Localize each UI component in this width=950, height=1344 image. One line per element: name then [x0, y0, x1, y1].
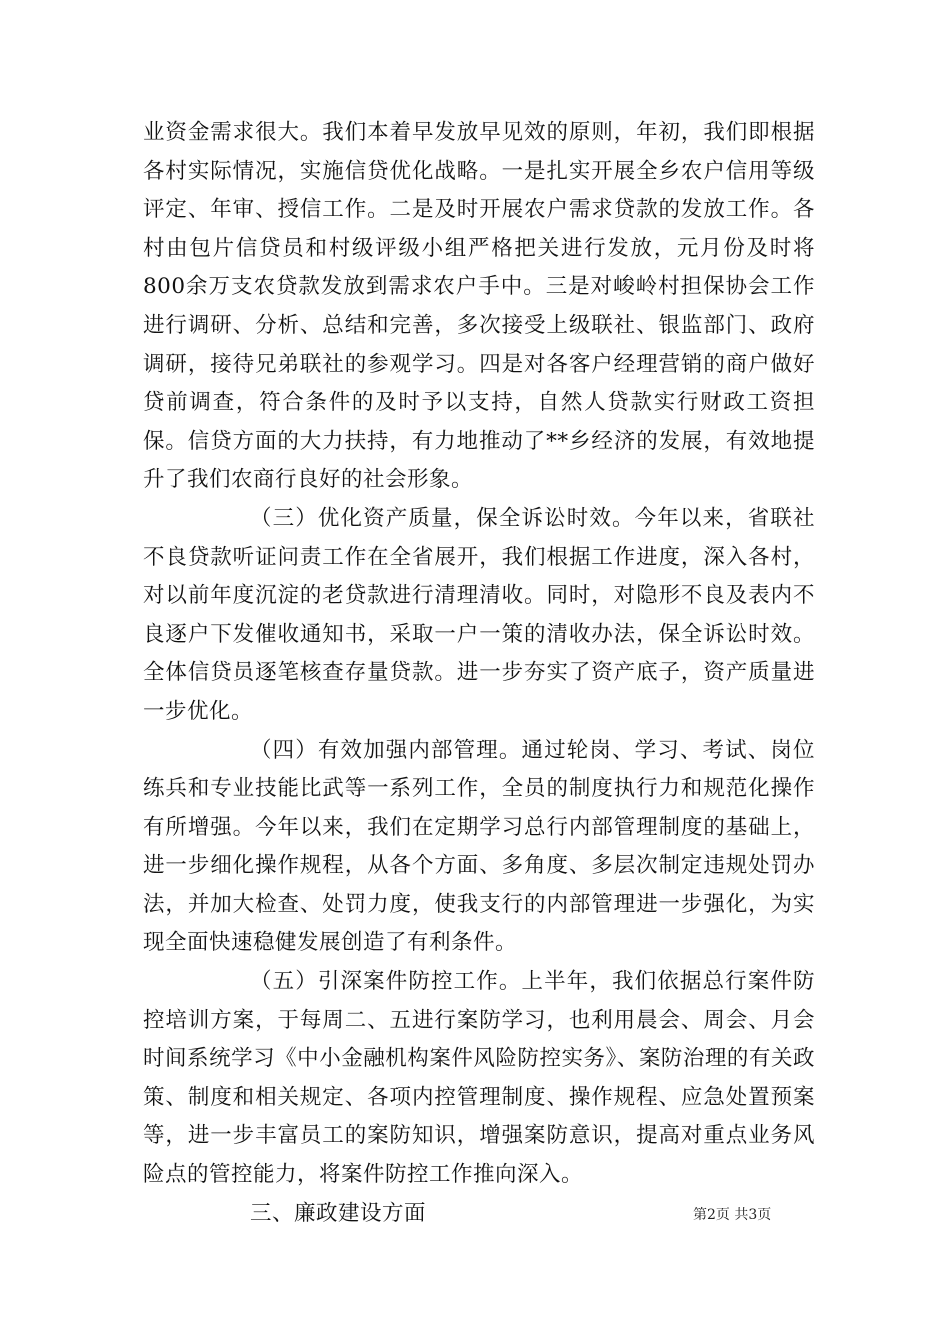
section-heading: 三、廉政建设方面	[250, 1200, 427, 1226]
document-body	[143, 114, 815, 1233]
paragraph-credit-support: 业资金需求很大。我们本着早发放早见效的原则，年初，我们即根据各村实际情况，实施信贷优化战略。一是扎实开展全乡农户信用等级评定、年审、授信工作。二是及时开展农户需求贷款的发放工作。各村由包片信贷员和村级评级小组严格把关进行发放，元月份及时将800余万支农贷款发放到需求农户手中。三是对峻岭村担保协会工作进行调研、分析、总结和完善，多次接受上级联社、银监部门、政府调研，接待兄弟联社的参观学习。四是对各客户经理营销的商户做好贷前调查，符合条件的及时予以支持，自然人贷款实行财政工资担保。信贷方面的大力扶持，有力地推动了**乡经济的发展，有效地提升了我们农商行良好的社会形象。	[143, 120, 815, 493]
page-number: 第2页 共3页	[693, 1207, 772, 1223]
paragraph-internal-management: （四）有效加强内部管理。通过轮岗、学习、考试、岗位练兵和专业技能比武等一系列工作，全员的制度执行力和规范化操作有所增强。今年以来，我们在定期学习总行内部管理制度的基础上，进一步细化操作规程，从各个方面、多角度、多层次制定违规处罚办法，并加大检查、处罚力度，使我支行的内部管理进一步强化，为实现全面快速稳健发展创造了有利条件。	[143, 737, 815, 956]
paragraph-case-prevention: （五）引深案件防控工作。上半年，我们依据总行案件防控培训方案，于每周二、五进行案防学习，也利用晨会、周会、月会时间系统学习《中小金融机构案件风险防控实务》、案防治理的有关政策、制度和相关规定、各项内控管理制度、操作规程、应急处置预案等，进一步丰富员工的案防知识，增强案防意识，提高对重点业务风险点的管控能力，将案件防控工作推向深入。	[143, 969, 815, 1188]
paragraph-asset-quality: （三）优化资产质量，保全诉讼时效。今年以来，省联社不良贷款听证问责工作在全省展开，我们根据工作进度，深入各村，对以前年度沉淀的老贷款进行清理清收。同时，对隐形不良及表内不良逐户下发催收通知书，采取一户一策的清收办法，保全诉讼时效。全体信贷员逐笔核查存量贷款。进一步夯实了资产底子，资产质量进一步优化。	[143, 505, 815, 724]
page-footer	[693, 1204, 813, 1224]
